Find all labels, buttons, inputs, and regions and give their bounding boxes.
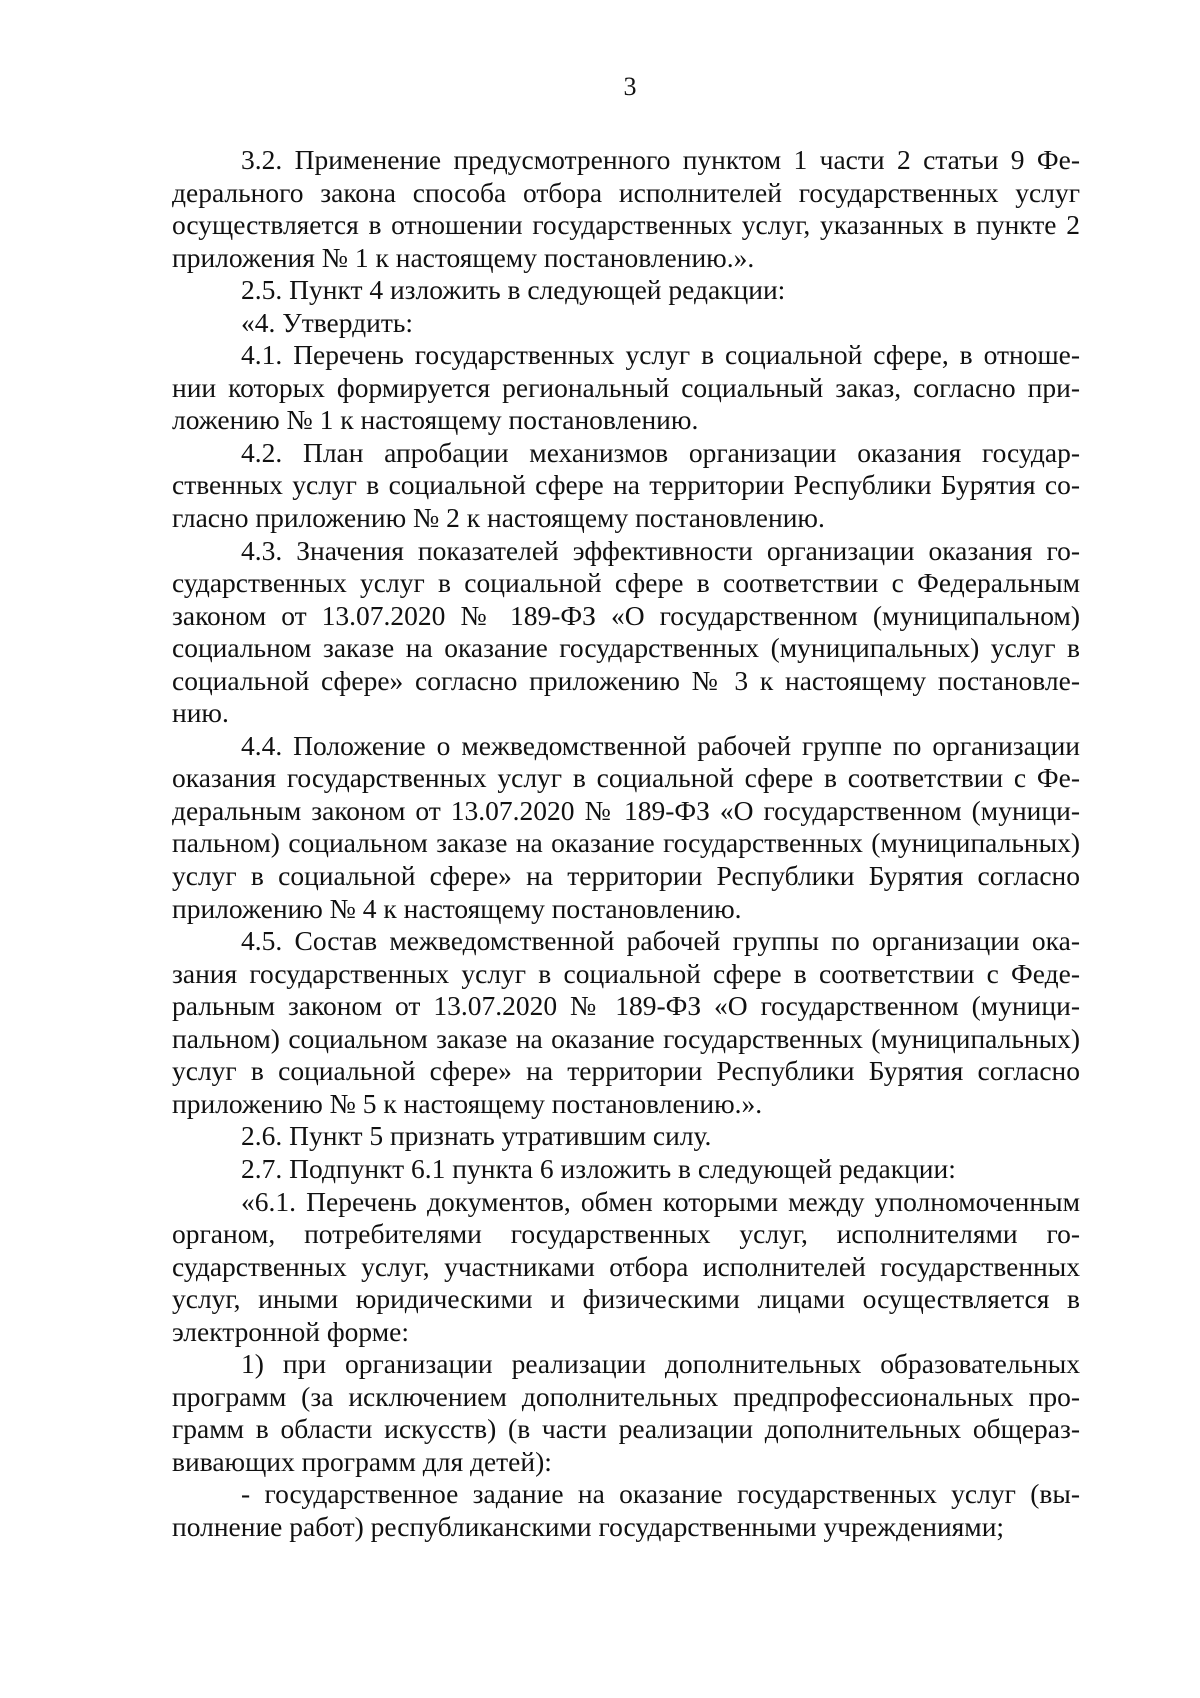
paragraph-dash-item: - государственное задание на оказание государственных услуг (выполнение работ) республиканскими государственными учреждениями;	[172, 1478, 1080, 1542]
paragraph-4-2: 4.2. План апробации механизмов организации оказания государственных услуг в социальной сфере на территории Республики Бурятия согласно приложению № 2 к настоящему постановлению.	[172, 436, 1080, 534]
document-body	[172, 144, 1080, 1544]
paragraph-4: «4. Утвердить:	[241, 306, 414, 338]
paragraph-2-7: 2.7. Подпункт 6.1 пункта 6 изложить в следующей редакции:	[241, 1152, 956, 1184]
paragraph-4-5: 4.5. Состав межведомственной рабочей группы по организации оказания государственных услуг в социальной сфере в соответствии с Федеральным законом от 13.07.2020 № 189-ФЗ «О государственном (муниципальном) социальном заказе на оказание государственных (муниципальных) услуг в социальной сфере» на территории Республики Бурятия согласно приложению № 5 к настоящему постановлению.».	[172, 925, 1080, 1119]
paragraph-3-2: 3.2. Применение предусмотренного пунктом 1 части 2 статьи 9 Федерального закона способа отбора исполнителей государственных услуг осуществляется в отношении государственных услуг, указанных в пункте 2 приложения № 1 к настоящему постановлению.».	[172, 144, 1080, 273]
paragraph-2-5: 2.5. Пункт 4 изложить в следующей редакции:	[241, 274, 786, 306]
paragraph-4-4: 4.4. Положение о межведомственной рабочей группе по организации оказания государственных услуг в социальной сфере в соответствии с Федеральным законом от 13.07.2020 № 189-ФЗ «О государственном (муниципальном) социальном заказе на оказание государственных (муниципальных) услуг в социальной сфере» на территории Республики Бурятия согласно приложению № 4 к настоящему постановлению.	[172, 729, 1080, 924]
paragraph-item-1: 1) при организации реализации дополнительных образовательных программ (за исключением дополнительных предпрофессиональных программ в области искусств) (в части реализации дополнительных общеразвивающих программ для детей):	[172, 1348, 1080, 1477]
paragraph-4-3: 4.3. Значения показателей эффективности организации оказания государственных услуг в социальной сфере в соответствии с Федеральным законом от 13.07.2020 № 189-ФЗ «О государственном (муниципальном) социальном заказе на оказание государственных (муниципальных) услуг в социальной сфере» согласно приложению № 3 к настоящему постановлению.	[172, 534, 1080, 729]
paragraph-6-1: «6.1. Перечень документов, обмен которыми между уполномоченным органом, потребителями государственных услуг, исполнителями государственных услуг, участниками отбора исполнителей государственных услуг, иными юридическими и физическими лицами осуществляется в электронной форме:	[172, 1185, 1080, 1347]
paragraph-4-1: 4.1. Перечень государственных услуг в социальной сфере, в отношении которых формируется региональный социальный заказ, согласно приложению № 1 к настоящему постановлению.	[172, 339, 1080, 436]
page-number: 3	[623, 72, 637, 101]
paragraph-2-6: 2.6. Пункт 5 признать утратившим силу.	[241, 1120, 712, 1152]
